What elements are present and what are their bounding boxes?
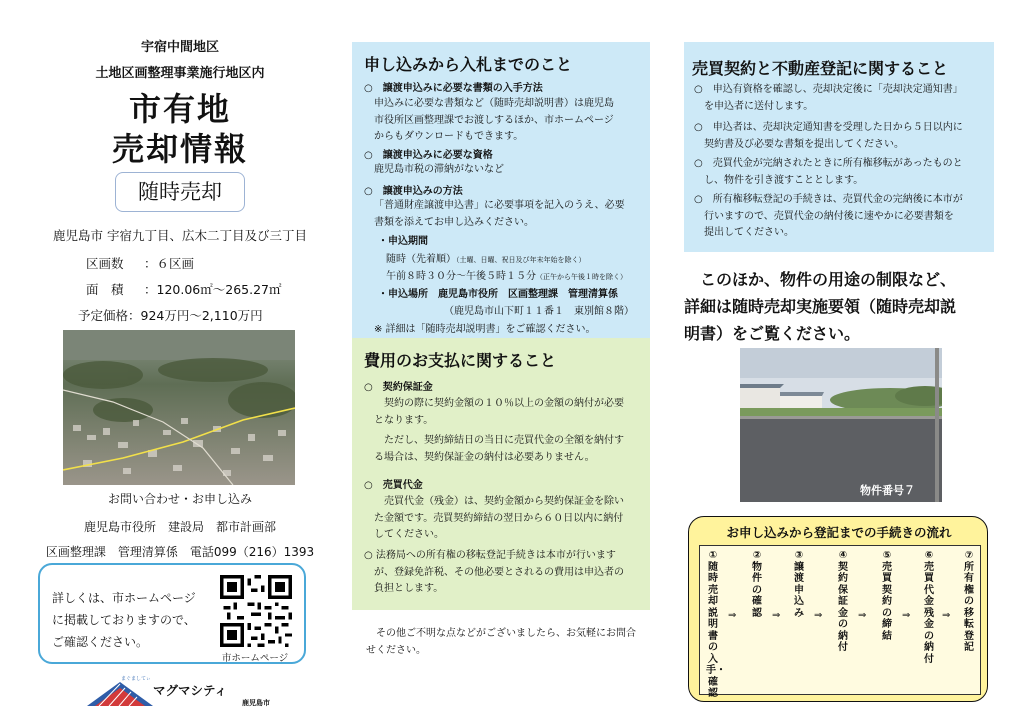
- sale-type-badge: 随時売却: [115, 172, 245, 212]
- district-name: 土地区画整理事業施行地区内: [95, 66, 265, 81]
- location: 鹿児島市 宇宿九丁目、広木二丁目及び三丁目: [53, 228, 307, 243]
- contract-item-1: ○ 申込有資格を確認し、売却決定後に「売却決定通知書」 を申込者に送付します。: [694, 84, 963, 112]
- qr-code-icon[interactable]: [220, 575, 292, 647]
- deposit-item: ○ 契約保証金: [364, 382, 433, 393]
- homepage-box: [38, 563, 306, 664]
- application-header: 申し込みから入札までのこと: [364, 55, 573, 74]
- arrow-icon: ⇒: [902, 610, 911, 621]
- contract-item-3: ○ 売買代金が完納されたときに所有権移転があったものと し、物件を引き渡すこととします。: [694, 158, 963, 186]
- qualification-item: ○ 譲渡申込みに必要な資格: [364, 150, 493, 161]
- right-column: [684, 0, 994, 720]
- step-2: ②物件の確認: [752, 550, 762, 619]
- contact-heading: お問い合わせ・お申し込み: [107, 492, 252, 506]
- contract-header: 売買契約と不動産登記に関すること: [692, 59, 949, 78]
- details-notice: このほか、物件の用途の制限など、 詳細は随時売却実施要領（随時売却説 明書）をご覧ください。: [684, 270, 957, 343]
- price: 予定価格：924万円〜2,110万円: [78, 308, 263, 323]
- place-address: （鹿児島市山下町１１番１ 東別館８階）: [444, 306, 634, 317]
- arrow-icon: ⇒: [772, 610, 781, 621]
- spec-lots: 区画数 ：６区画: [86, 256, 195, 271]
- payment-section: [352, 338, 650, 610]
- price-text: 売買代金（残金）は、契約金額から契約保証金を除い た金額です。売買契約締結の翌日から６０日以内に納付 してください。: [374, 496, 624, 540]
- step-3: ③譲渡申込み: [794, 550, 804, 619]
- arrow-icon: ⇒: [728, 610, 737, 621]
- property-number: 物件番号７: [860, 484, 915, 497]
- procedure-flow: [688, 516, 988, 702]
- registration-text: ○ 法務局への所有権の移転登記手続きは本市が行います が、登録免許税、その他必要とされるの費用は申込者の 負担とします。: [364, 550, 624, 594]
- method-item: ○ 譲渡申込みの方法: [364, 186, 463, 197]
- place-label: ・申込場所 鹿児島市役所 区画整理課 管理清算係: [378, 289, 618, 300]
- logo-kana: まぐましてぃ: [121, 676, 151, 682]
- step-7: ⑦所有権の移転登記: [964, 550, 974, 653]
- contact-phone: 区画整理課 管理清算係 電話099（216）1393: [45, 545, 315, 559]
- middle-column: [352, 0, 650, 720]
- homepage-text: 詳しくは、市ホームページ に掲載しておりますので、 ご確認ください。: [52, 591, 196, 649]
- qualification-text: 鹿児島市税の滞納がないなど: [374, 164, 504, 175]
- logo-city: 鹿児島市: [242, 699, 270, 707]
- hours-value: 午前８時３０分〜午後５時１５分（正午から午後１時を除く）: [386, 271, 627, 282]
- documents-item: ○ 譲渡申込みに必要な書類の入手方法: [364, 83, 543, 94]
- step-6: ⑥売買代金残金の納付: [924, 550, 934, 665]
- documents-text: 申込みに必要な書類など（随時売却説明書）は鹿児島 市役所区画整理課でお渡しするほか、市ホームページ からもダウンロードもできます。: [374, 98, 614, 142]
- payment-header: 費用のお支払に関すること: [364, 351, 557, 370]
- step-4: ④契約保証金の納付: [838, 550, 848, 653]
- arrow-icon: ⇒: [814, 610, 823, 621]
- arrow-icon: ⇒: [858, 610, 867, 621]
- contract-section: [684, 42, 994, 252]
- contract-item-2: ○ 申込者は、売却決定通知書を受理した日から５日以内に 契約書及び必要な書類を提出してください。: [694, 122, 963, 150]
- application-section: [352, 42, 650, 338]
- period-label: ・申込期間: [378, 236, 428, 247]
- spec-area: 面 積 ：120.06㎡〜265.27㎡: [86, 282, 282, 297]
- qr-caption: 市ホームページ: [221, 653, 289, 664]
- title-line2: 売却情報: [111, 130, 248, 168]
- step-5: ⑤売買契約の締結: [882, 550, 892, 642]
- area-name: 宇宿中間地区: [140, 40, 219, 55]
- price-item: ○ 売買代金: [364, 480, 423, 491]
- period-value: 随時（先着順）（土曜、日曜、祝日及び年末年始を除く）: [386, 254, 586, 265]
- property-photo: [740, 348, 942, 502]
- details-note: ※ 詳細は「随時売却説明書」をご確認ください。: [374, 324, 596, 335]
- step-1: ①随時売却説明書の入手・確認: [706, 550, 726, 699]
- arrow-icon: ⇒: [942, 610, 951, 621]
- contact-dept: 鹿児島市役所 建設局 都市計画部: [83, 520, 276, 534]
- contract-item-4: ○ 所有権移転登記の手続きは、売買代金の完納後に本市が 行いますので、売買代金の納付後に速やかに必要書類を 提出してください。: [694, 194, 963, 238]
- aerial-photo: [63, 330, 295, 485]
- closing-text: その他ご不明な点などがございましたら、お気軽にお問合 せください。: [366, 628, 636, 656]
- method-text: 「普通財産譲渡申込書」に必要事項を記入のうえ、必要 書類を添えてお申し込みください。: [374, 200, 625, 228]
- deposit-text: 契約の際に契約金額の１０％以上の金額の納付が必要 となります。 ただし、契約締結日の当日に売買代金の全額を納付す る場合は、契約保証金の納付は必要ありません。: [374, 398, 624, 463]
- flow-steps: [699, 545, 981, 699]
- title-line1: 市有地: [128, 90, 231, 128]
- logo-name: マグマシティ: [153, 683, 228, 698]
- left-column: [30, 0, 330, 720]
- flow-title: お申し込みから登記までの手続きの流れ: [726, 525, 952, 540]
